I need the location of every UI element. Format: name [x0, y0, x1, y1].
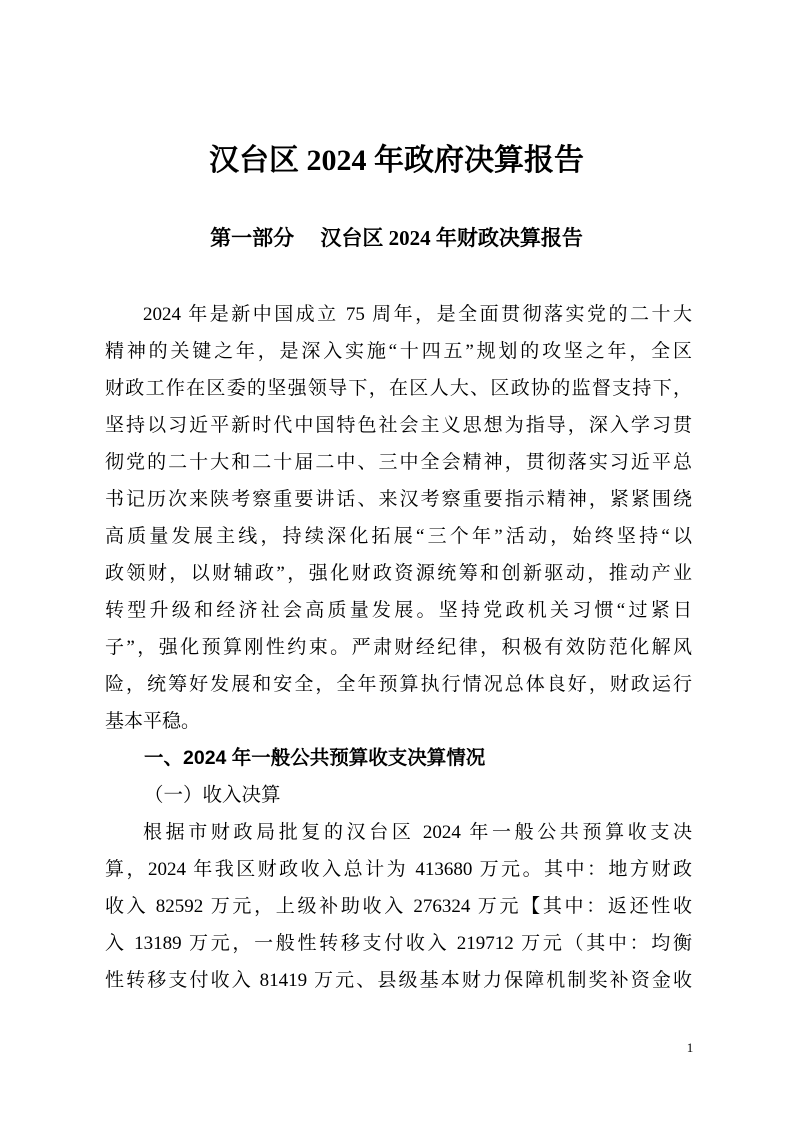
- document-body: [105, 296, 692, 999]
- text-line: 财政工作在区委的坚强领导下，在区人大、区政协的监督支持下，: [105, 378, 692, 399]
- text-line: 书记历次来陕考察重要讲话、来汉考察重要指示精神，紧紧围绕: [105, 489, 692, 510]
- text-line: 精神的关键之年，是深入实施“十四五”规划的攻坚之年，全区: [105, 341, 692, 362]
- text-line: 高质量发展主线，持续深化拓展“三个年”活动，始终坚持“以: [105, 526, 692, 547]
- text-line: 险，统筹好发展和安全，全年预算执行情况总体良好，财政运行: [105, 674, 692, 695]
- text-line: 2024 年是新中国成立 75 周年，是全面贯彻落实党的二十大: [143, 304, 692, 325]
- text-line: 转型升级和经济社会高质量发展。坚持党政机关习惯“过紧日: [105, 600, 692, 621]
- part-one-subtitle: 第一部分 汉台区 2024 年财政决算报告: [210, 226, 583, 250]
- text-line: 入 13189 万元，一般性转移支付收入 219712 万元（其中：均衡: [105, 933, 692, 954]
- revenue-paragraph: [105, 814, 692, 999]
- text-line: 收入 82592 万元，上级补助收入 276324 万元【其中：返还性收: [105, 896, 692, 917]
- text-line: 基本平稳。: [105, 711, 201, 732]
- text-line: 根据市财政局批复的汉台区 2024 年一般公共预算收支决: [143, 822, 692, 843]
- text-line: 算，2024 年我区财政收入总计为 413680 万元。其中：地方财政: [105, 859, 692, 880]
- page-number: 1: [686, 1040, 694, 1055]
- text-line: 性转移支付收入 81419 万元、县级基本财力保障机制奖补资金收: [105, 970, 692, 991]
- document-title: 汉台区 2024 年政府决算报告: [209, 144, 584, 177]
- text-line: 彻党的二十大和二十届二中、三中全会精神，贯彻落实习近平总: [105, 452, 692, 473]
- text-line: 政领财，以财辅政”，强化财政资源统筹和创新驱动，推动产业: [105, 563, 692, 584]
- intro-paragraph: [105, 296, 692, 740]
- text-line: 子”，强化预算刚性约束。严肃财经纪律，积极有效防范化解风: [105, 637, 692, 658]
- section-1-heading: 一、2024 年一般公共预算收支决算情况: [144, 747, 486, 769]
- text-line: 坚持以习近平新时代中国特色社会主义思想为指导，深入学习贯: [105, 415, 692, 436]
- section-1-1-heading: （一）收入决算: [144, 785, 281, 806]
